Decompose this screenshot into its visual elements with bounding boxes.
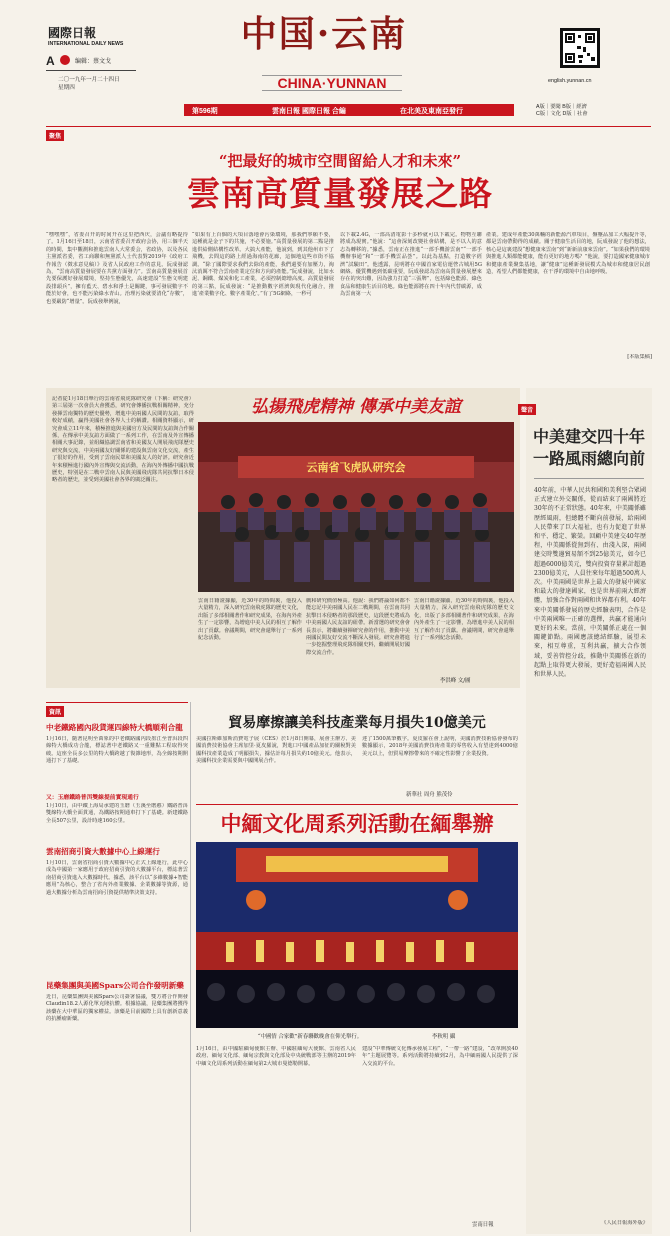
feature-photo <box>198 422 514 592</box>
burma-headline: 中緬文化周系列活動在緬舉辦 <box>220 811 494 836</box>
burma-caption: “中國情 合家歡”新春聯歡晚會在仰光舉行。 <box>257 1034 363 1040</box>
news-head-2[interactable]: 又：玉磨鐵路普洱雙線提前實現通行 <box>46 795 139 801</box>
lead-top-rule <box>46 126 651 127</box>
news-divider <box>190 702 191 1232</box>
news-body-1: 1月16日，隨著昆明至萬象的中老鐵路國內段墨江至普洱段四線特大橋成功合龍，標誌著中老鐵路又一重難點工程取得突破。這座全長多公里的特大橋跨越了復雜地形，為全線按期開通打下了基礎。 <box>46 736 188 765</box>
feature-right-a: 戲和研究價值極高。他說：我們將論如何都不能忘記中美兩國人民在二戰期間，在雲南共同抗擊日本侵略者的那段歷史，這段歷史將成為中美兩國人民友誼的紐帶。新當選的研究會會長表示，將繼續發揮研究會的作用，推動中美兩國民間友好交流不斷深入發展。研究會將進一步挖掘整理飛虎隊相關史料，繼續開展好國際交流合作。 <box>306 598 410 656</box>
trade-headline: 貿易摩擦讓美科技產業每月損失10億美元 <box>228 715 486 731</box>
qr-code-icon <box>563 31 597 65</box>
feature-right-b: 雲南日籍證據顯，近30年的時間裏，他投入大量精力，深入研究雲南飛虎隊的歷史文化，出版了多部相關著作和研究成果，在海內外產生了一定影響，為增進中美人民的相互了解作出了貢獻。會議期間，研究會還舉行了一系列紀念活動。 <box>414 598 514 642</box>
site-url[interactable]: english.yunnan.cn <box>548 78 592 84</box>
burma-credit: 雲南日報 <box>472 1222 494 1228</box>
issue-number: 第596期 <box>192 108 218 115</box>
trade-body-2: 達了1500萬筆數字。夏皮羅在會上說明，美國消費技術協會發布的數據顯示，2018年美國消費技術產業的零售收入有望達到4000億美元以上，但貿易摩擦帶來的不確定性影響了企業投資。 <box>362 736 518 757</box>
burma-body-1: 1月16日，由中國駐緬甸使館主辦、中國駐緬甸大使館、雲南省人民政府、緬甸文化部、緬甸宗教與文化部及中央統戰部等主辦的2019年中緬文化周系列活動在緬甸第2大城市曼德勒開幕。 <box>196 1046 356 1067</box>
feature-credit: 李洪峰 文/圖 <box>440 678 471 684</box>
stage-photo-image <box>196 842 518 1028</box>
date <box>58 76 120 92</box>
section-b[interactable]: B版｜經濟 <box>562 104 587 110</box>
group-photo-image <box>198 422 514 592</box>
news-rule <box>46 702 188 703</box>
lead-col-3: 以下載2.4G，一部高清電影十多秒就可以下載完。物物互聯將成為現實。”他說：“這會深刻改變社會結構，是不以人的意志為轉移的。”據悉，雲南正在推進“一部手機游雲南”“一部手機辦事通”和“一部手機雲品荟”。以此為基點，打造數字經濟“試驗田”。他透露，昆明將在中國首家電信運營古城用5G網絡。優質機遇到低碳重要，阮成發認為雲南高質量發展歷來存在的突出難，因為強力打造“三張牌”，包括綠色能源、綠色食品和健康生活目的地。綠色能源將在四十年內代替碳源，成為雲南第一大 <box>340 232 482 298</box>
trade-credit: 新華社 周舟 熊茂伶 <box>406 792 453 798</box>
banner-distribution: 在北美及東南亞發行 <box>400 108 463 115</box>
lead-col-1: “嘿嘿嘿”，省委召开的时间开在这里把西庆，会議有略提待了。1月16日至18日，云南省省委召开政府会协，用三個半天的時間，集中觀測和推進雲南人大常委会，省政协，以及各民主黨派省委，省工商聯和無黨派人士代表對2019年《政府工作報告（徵求意見稿）》及省人民政府工作的意見。阮成發認為，“雲南高質量發展要在共黨方面發力”。雲南高質量發展首先要保護好發展環境，堅持生態優先，高速建設“生態文明建設排頭兵”，擁有藍天、碧水和淨土是關鍵，事可發展數字不能於好會，也不能污染綠水青山。治理污染就要清化“存數”，也要嚴防“增量”。阮成發舉例說， <box>46 232 188 305</box>
editor: 编辑：蔡文戈 <box>75 59 112 65</box>
section-index <box>536 104 588 118</box>
news-tag-text: 資訊 <box>49 710 62 716</box>
photo-banner-text: 云南省飞虎队研究会 <box>306 461 406 474</box>
editor-dot <box>60 55 70 65</box>
sidebar-headline <box>526 426 652 470</box>
news-tag <box>46 706 64 717</box>
burma-photo-credit: 李秋明 攝 <box>432 1034 456 1040</box>
sidebar-head-2: 一路風雨總向前 <box>532 449 645 468</box>
lead-tail: [本版集稿] <box>627 354 652 360</box>
sidebar-tag <box>518 404 536 415</box>
paper-name-en: INTERNATIONAL DAILY NEWS <box>48 41 124 47</box>
news-body-3: 1月10日，雲南省招商引資大數據中心正式上線運行，此中心成為中國第一家應用于政府招商引資的大數據平台，標誌著雲南招商引資進入大數據時代。據悉，該平台以“多維數據+智能應用”為核心，整合了省內外產業數據、企業數據等資源，通過大數據分析為雲南招商引資提供精準決策支持。 <box>46 860 188 896</box>
title-cn: 中国·云南 <box>240 13 408 55</box>
banner-partners: 雲南日報 國際日報 合編 <box>272 108 346 115</box>
burma-photo <box>196 842 518 1028</box>
date-text: 二〇一九年一月二十四日 <box>58 77 120 83</box>
news-head-3[interactable]: 雲南招商引資大數據中心上線運行 <box>46 847 160 856</box>
section-c[interactable]: C版｜文化 <box>536 111 562 117</box>
lead-tag <box>46 130 64 141</box>
masthead-paper <box>48 26 148 48</box>
weekday-text: 星期四 <box>58 85 75 91</box>
sidebar-body: 40年前，中華人民共和國和美利堅合眾國正式建立外交關係，從而結束了兩國將近30年的不正常狀態。40年來，中美關係雖歷經風雨，但總體不斷向前發展，給兩國人民帶來了巨大福祉，也有力促進了世界和平、穩定、繁榮。回顧中美建交40年歷程，中美關係從無到有、由淺入深，兩國建交時雙邊貿易額不到25億美元，如今已超過6000億美元，雙向投資存量累計超過2300億美元，人員往來每年超過500萬人次。中美兩國是世界上最大的發展中國家和最大的發達國家，也是世界前兩大經濟體，加強合作對兩國和世界都有利。40年來中美關係發展的歷史經驗表明，合作是中美兩國唯一正確的選擇，共贏才能通向更好的未來。當前，中美關係正處在一個關鍵節點。兩國應該總結經驗，展望未來，相互尊重，互利共贏，擴大合作領域，妥善管控分歧，推動中美關係在新的起點上取得更大發展，更好造福兩國人民和世界人民。 <box>534 487 646 679</box>
burma-rule <box>196 804 518 805</box>
burma-body-2: 建設“中華傳統文化傳承發展工程”，“一帶一路”建設，“改革開放40年”主題展覽等。系列活動將持續到2月，為中緬兩國人民提供了深入交流的平台。 <box>362 1046 518 1067</box>
lead-quote: “把最好的城市空間留給人才和未來” <box>218 152 462 170</box>
masthead-title <box>214 12 434 56</box>
news-head-1[interactable]: 中老鐵路國內段貨運四線特大橋順利合龍 <box>46 723 183 732</box>
feature-left: 記者從1月18日舉行的雲南省飛虎隊研究會（下稱：研究會）第三屆第一次會員大會獲悉，研究會傳播抗戰相關精神，充分發揮雲南獨特的歷史優勢，增進中美兩國人民間的友誼，取得較好成績，贏得美國社會各界人士的稱讚。相關資料顯示，研究會成立11年來，積極推進與美國官方及民間的友誼與合作關係，在傳承中美友誼方面做了一系列工作，在雲南及外宣傳播相關大事記錄，並組織協調雲南省和美國友人開展飛虎隊歷史研究與交流，中美兩國友好關係的建設與雲南文化交流，產生了很好的作用，受到了雲南民眾和美國友人的好評。研究會近年來積極進行國內外宣傳與交流活動，在海內外傳播中國抗戰歷史，特別是在二戰中雲南人民與美國飛虎隊共同抗擊日本侵略者的歷史，並受到美國社會各界的廣泛關注。 <box>52 396 194 484</box>
lead-tag-text: 聚焦 <box>49 134 62 140</box>
lead-col-4: 產業。建成年產能30萬輛的新能源汽車項目，盤壟品加工大幅提升等，都是雲南帶動得的成績。關于健康生活目的地，阮成發說了他的想法，核心是這裏建設“想健康來雲南”到“新新前康來雲南”。“如果我們的環境與推進人類都能健康，能有更好的地方嗎？”他說，要打造國家健康城市和健康產業聚集基地，讓“健康”這種新發展模式為城市和健康居民創造，希望人們都能健康，在干淨的環境中自由地呼吸。 <box>486 232 650 276</box>
banner-bar <box>184 104 514 116</box>
news-head-4[interactable]: 昆藥集團與美國Spars公司合作發明新藥 <box>46 981 184 990</box>
sidebar-rule <box>534 478 644 479</box>
lead-col-2: “如果有上百個的大項目落地會污染環境，那我們寧願不要，這種就是金子下的共施，不必要施。”高質量發展的第二點是推進供給側結構性改革。大搞大產能，他說到，到其他州市下了飛機，去問這的路上經過海南的花廊，這個地這些市街不協調。“除了國際要求我們去除的產能，我們還要有加壓力，淘汰消厲不符合雲南產業定位和方向的產能。”阮成發說，比如水泥、鋼鐵、煤炭和化工產業，必須控制總增高度。高質量發展的第三點，阮成發說：“是推動數字經濟與現代化融合，推進‘產業數字化、數字產業化’。”有了5G網絡，一秒可 <box>192 232 334 298</box>
masthead-divider <box>46 70 136 71</box>
news-body-2: 1月10日，由中鐵上海局承建的玉磨（玉溪至磨憨）鐵路普洱雙線特大橋全面貫通，為鐵路按期通車打下了基礎。新建鐵路全長507公里，設計時速160公里。 <box>46 803 188 824</box>
sidebar-tag-text: 聲音 <box>521 408 534 414</box>
qr-code[interactable] <box>560 28 600 68</box>
sidebar-source: 《人民日報海外版》 <box>601 1220 648 1226</box>
sidebar-head-1: 中美建交四十年 <box>532 427 645 446</box>
trade-body-1: 美國拉斯維加斯消費電子展（CES）於1月8日開幕，展會主辦方、美國消費技術協會主席加里·夏皮羅說，對進口中國產品加征的關稅對美國科技產業造成了明顯損失，據估計每月損失約10億美元。他表示，美國科技企業需要與中國開展合作。 <box>196 736 356 765</box>
title-en: CHINA·YUNNAN <box>262 75 402 91</box>
section-letter: A <box>46 54 55 68</box>
section-a[interactable]: A版｜要聞 <box>536 104 561 110</box>
section-d[interactable]: D版｜社會 <box>562 111 588 117</box>
feature-mid: 雲南日籍證據顯，近30年的時間裏，他投入大量精力，深入研究雲南飛虎隊的歷史文化，出版了多部相關著作和研究成果，在海內外產生了一定影響，為增進中美人民的相互了解作出了貢獻。會議期間，研究會還舉行了一系列紀念活動。 <box>198 598 302 642</box>
feature-calligraphy: 弘揚飛虎精神 傳承中美友誼 <box>251 397 461 417</box>
news-body-4: 近日，昆藥集團與美國Spars公司簽署協議，雙方將合作開發Claudin18.2人源化單克隆抗體。根據協議，昆藥集團將獲得該藥在大中華區的獨家權益。該藥是目前國際上具有創新意義的抗腫瘤新藥。 <box>46 994 188 1023</box>
paper-name-cn: 國際日報 <box>48 26 97 40</box>
lead-headline: 雲南高質量發展之路 <box>187 174 493 213</box>
